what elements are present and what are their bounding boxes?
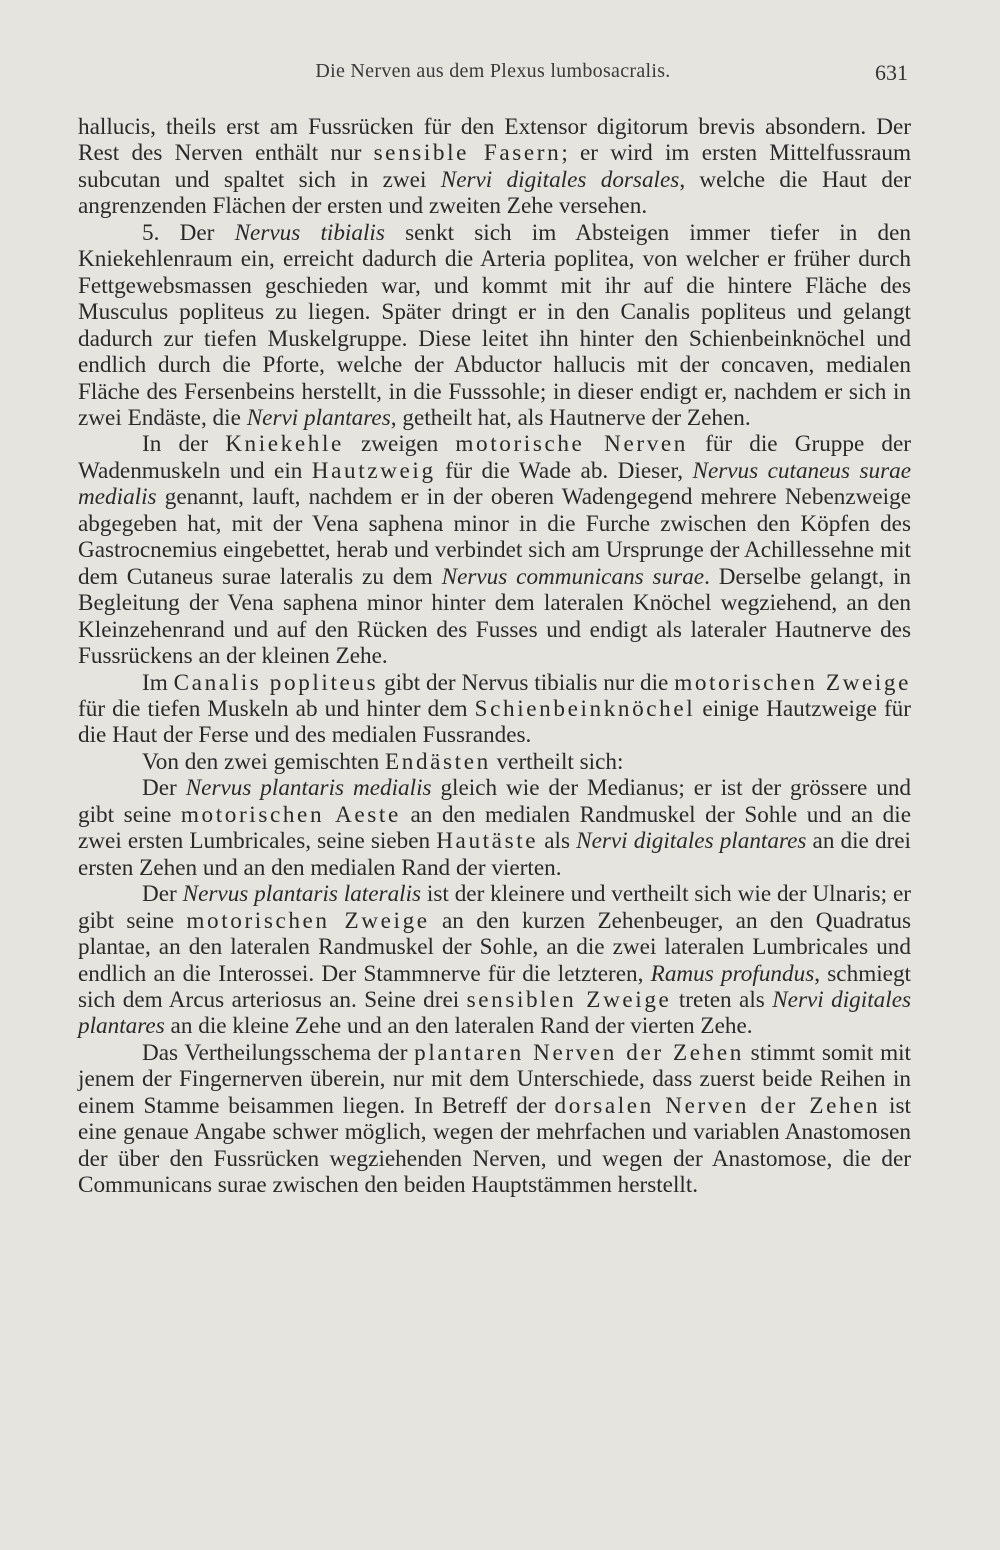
italic-term: Nervi plantares <box>246 404 391 431</box>
running-title: Die Nerven aus dem Plexus lumbosacralis. <box>315 60 671 82</box>
text-run: für die Wade ab. Dieser, <box>435 457 693 484</box>
page-number: 631 <box>875 60 908 85</box>
spaced-emphasis: motorischen Aeste <box>180 801 401 828</box>
spaced-emphasis: Endästen <box>384 748 491 775</box>
paragraph <box>78 881 911 1040</box>
italic-term: Ramus profundus <box>650 960 815 987</box>
spaced-emphasis: Schienbeinknöchel <box>474 695 696 722</box>
page-header <box>78 60 908 90</box>
paragraph <box>78 749 911 775</box>
italic-term: Nervi digitales dorsales <box>440 166 680 193</box>
text-run: , welche die Haut der angrenzenden Flächen der ersten und zweiten Zehe versehen. <box>78 166 911 220</box>
paragraph <box>78 1040 911 1199</box>
text-run: für die Gruppe der Wadenmuskeln und ein <box>78 431 911 484</box>
text-run: als <box>538 828 577 855</box>
text-run: Im <box>142 669 174 696</box>
text-run: stimmt somit mit jenem der Fingernerven überein, nur mit dem Unterschiede, dass zuerst beide Reihen in einem Stamme beisammen liegen. In Betreff der <box>78 1039 911 1119</box>
text-run: 5. Der <box>142 219 235 246</box>
text-run: , getheilt hat, als Hautnerve der Zehen. <box>390 404 751 431</box>
text-run: . Derselbe gelangt, in Begleitung der Vena saphena minor hinter dem lateralen Knöchel wegziehend, an den Kleinzehenrand und auf den Rücken des Fusses und endigt als lateraler Hautnerve des Fussrückens an der kleinen Zehe. <box>78 563 912 670</box>
italic-term: Nervi digitales plantares <box>78 986 912 1040</box>
text-run: ist der kleinere und vertheilt sich wie der Ulnaris; er gibt seine <box>78 881 911 934</box>
spaced-emphasis: motorischen Zweige <box>674 669 911 696</box>
text-run: treten als <box>671 986 773 1013</box>
text-run: Von den zwei gemischten <box>142 748 385 775</box>
spaced-emphasis: motorische Nerven <box>455 431 688 458</box>
text-run: an den medialen Randmuskel der Sohle und an die zwei ersten Lumbricales, seine sieben <box>78 801 911 855</box>
text-run: für die tiefen Muskeln ab und hinter dem <box>78 695 475 722</box>
text-run: ; er wird im ersten Mittelfussraum subcutan und spaltet sich in zwei <box>78 140 911 193</box>
italic-term: Nervi digitales plantares <box>576 828 807 855</box>
text-run: hallucis, theils erst am Fussrücken für den Extensor digitorum brevis absondern. Der Rest des Nerven enthält nur <box>78 114 911 167</box>
paragraph <box>78 670 911 749</box>
text-run: an den kurzen Zehenbeuger, an den Quadratus plantae, an den lateralen Randmuskel der Sohle, an die zwei lateralen Lumbricales und endlich an die Interossei. Der Stammnerve für die letzteren, <box>78 907 912 987</box>
text-run: gibt der Nervus tibialis nur die <box>378 669 675 696</box>
italic-term: Nervus communicans surae <box>441 563 705 590</box>
text-run: gleich wie der Medianus; er ist der grössere und gibt seine <box>78 775 912 828</box>
spaced-emphasis: sensiblen Zweige <box>466 986 672 1013</box>
spaced-emphasis: motorischen Zweige <box>186 907 430 934</box>
spaced-emphasis: plantaren Nerven der Zehen <box>414 1039 744 1066</box>
spaced-emphasis: dorsalen Nerven der Zehen <box>554 1092 881 1119</box>
text-run: ist eine genaue Angabe schwer möglich, wegen der mehrfachen und variablen Anastomosen der über den Fussrücken wegziehenden Nerven, und wegen der Anastomose, die der Communicans surae zwischen den beiden Hauptstämmen herstellt. <box>78 1092 911 1199</box>
paragraph <box>78 114 911 220</box>
body-text <box>78 114 911 1199</box>
text-run: Das Vertheilungsschema der <box>142 1039 415 1066</box>
italic-term: Nervus plantaris lateralis <box>182 881 422 908</box>
paragraph <box>78 431 911 669</box>
text-run: einige Hautzweige für die Haut der Ferse und des medialen Fussrandes. <box>78 695 911 749</box>
italic-term: Nervus cutaneus surae medialis <box>78 457 911 511</box>
text-run: In der <box>142 431 226 458</box>
text-run: an die kleine Zehe und an den lateralen Rand der vierten Zehe. <box>164 1013 753 1040</box>
text-run: , schmiegt sich dem Arcus arteriosus an. Seine drei <box>78 960 912 1013</box>
text-run: an die drei ersten Zehen und an den medialen Rand der vierten. <box>78 828 911 881</box>
spaced-emphasis: Hautäste <box>436 828 539 855</box>
italic-term: Nervus tibialis <box>234 219 385 246</box>
paragraph <box>78 775 911 881</box>
text-run: senkt sich im Absteigen immer tiefer in den Kniekehlenraum ein, erreicht dadurch die Arteria poplitea, von welcher er früher durch Fettgewebsmassen geschieden war, und kommt mit ihr auf die hintere Fläche des Musculus popliteus zu liegen. Später dringt er in den Canalis popliteus und gelangt dadurch zur tiefen Muskelgruppe. Diese leitet ihn hinter den Schienbeinknöchel und endlich durch die Pforte, welche der Abductor hallucis mit der concaven, medialen Fläche des Fersenbeins herstellt, in die Fusssohle; in dieser endigt er, nachdem er sich in zwei Endäste, die <box>78 219 911 431</box>
text-run: vertheilt sich: <box>490 748 624 775</box>
text-run: Der <box>142 775 186 802</box>
text-run: genannt, lauft, nachdem er in der oberen Wadengegend mehrere Nebenzweige abgegeben hat, mit der Vena saphena minor in die Furche zwischen den Köpfen des Gastrocnemius eingebettet, herab und verbindet sich am Ursprunge der Achillessehne mit dem Cutaneus surae lateralis zu dem <box>78 484 911 590</box>
spaced-emphasis: sensible Fasern <box>373 140 562 167</box>
text-run: zweigen <box>343 431 456 458</box>
spaced-emphasis: Canalis popliteus <box>173 669 379 696</box>
paragraph <box>78 220 911 432</box>
italic-term: Nervus plantaris medialis <box>185 775 432 802</box>
spaced-emphasis: Hautzweig <box>311 457 436 484</box>
text-run: Der <box>142 881 183 908</box>
spaced-emphasis: Kniekehle <box>225 431 344 458</box>
